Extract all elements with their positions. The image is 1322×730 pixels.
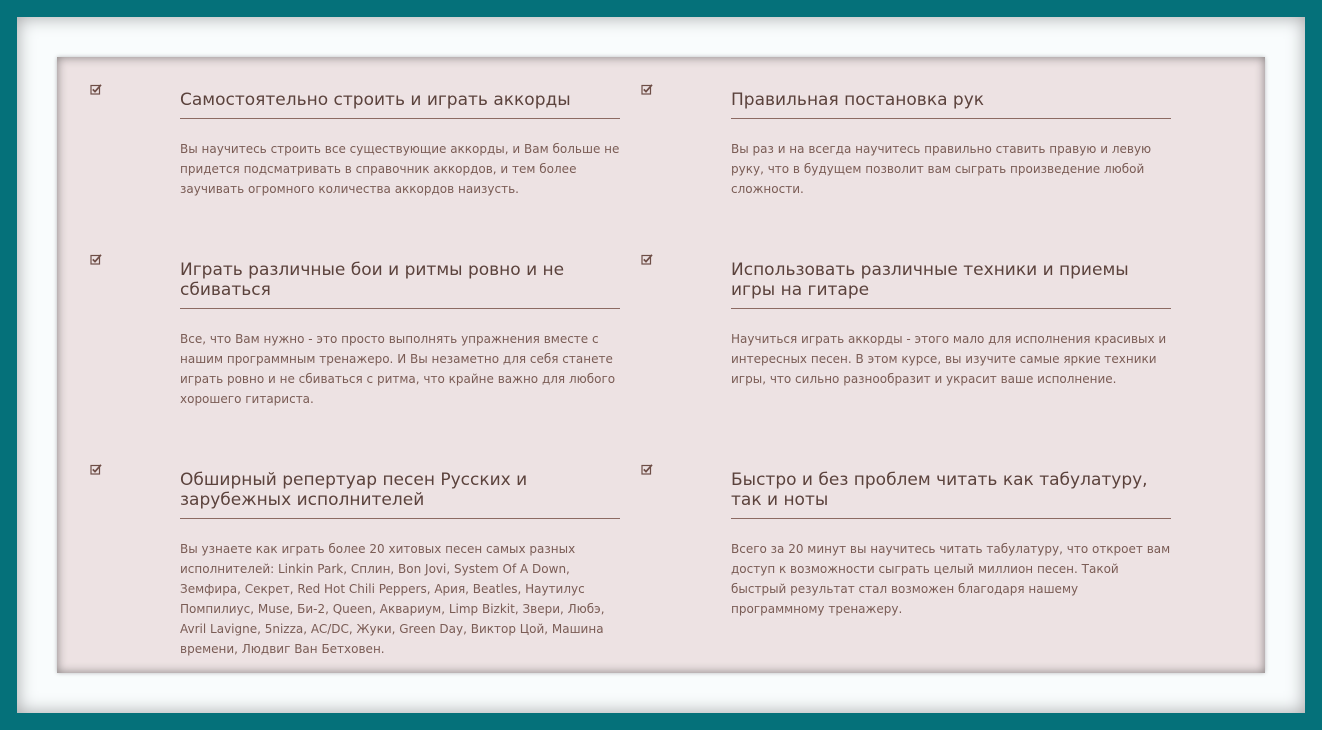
feature-title: Использовать различные техники и приемы игры на гитаре bbox=[731, 260, 1171, 309]
checkbox-checked-icon bbox=[641, 83, 653, 95]
feature-text: Вы научитесь строить все существующие аккорды, и Вам больше не придется подсматривать в справочник аккордов, и тем более заучивать огромного количества аккордов наизусть. bbox=[180, 142, 620, 196]
feature-item-rhythm bbox=[180, 260, 620, 409]
feature-title: Самостоятельно строить и играть аккорды bbox=[180, 90, 620, 119]
feature-text: Всего за 20 минут вы научитесь читать табулатуру, что откроет вам доступ к возможности сыграть целый миллион песен. Такой быстрый результат стал возможен благодаря нашему программному тренажеру. bbox=[731, 542, 1171, 616]
checkbox-checked-icon bbox=[641, 463, 653, 475]
feature-text: Все, что Вам нужно - это просто выполнять упражнения вместе с нашим программным тренажеро. И Вы незаметно для себя станете играть ровно и не сбиваться с ритма, что крайне важно для любого хорошего гитариста. bbox=[180, 332, 616, 406]
feature-text: Вы раз и на всегда научитесь правильно ставить правую и левую руку, что в будущем позволит вам сыграть произведение любой сложности. bbox=[731, 142, 1152, 196]
outer-frame bbox=[17, 17, 1305, 713]
feature-item-hands bbox=[731, 90, 1171, 199]
feature-item-techniques bbox=[731, 260, 1171, 389]
feature-title: Обширный репертуар песен Русских и зарубежных исполнителей bbox=[180, 470, 620, 519]
feature-title: Быстро и без проблем читать как табулатуру, так и ноты bbox=[731, 470, 1171, 519]
checkbox-checked-icon bbox=[641, 253, 653, 265]
feature-text: Научиться играть аккорды - этого мало для исполнения красивых и интересных песен. В этом курсе, вы изучите самые яркие техники игры, что сильно разнообразит и украсит ваше исполнение. bbox=[731, 332, 1167, 386]
features-panel bbox=[57, 57, 1265, 673]
checkbox-checked-icon bbox=[90, 253, 102, 265]
feature-item-repertoire bbox=[180, 470, 620, 659]
feature-title: Правильная постановка рук bbox=[731, 90, 1171, 119]
checkbox-checked-icon bbox=[90, 83, 102, 95]
feature-title: Играть различные бои и ритмы ровно и не сбиваться bbox=[180, 260, 620, 309]
checkbox-checked-icon bbox=[90, 463, 102, 475]
feature-item-chords bbox=[180, 90, 620, 199]
feature-text: Вы узнаете как играть более 20 хитовых песен самых разных исполнителей: Linkin Park, Сплин, Bon Jovi, System Of A Down, Земфира, Секрет, Red Hot Chili Peppers, Ария, Beatles, Наутилус Помпилиус, Muse, Би-2, Queen, Аквариум, Limp Bizkit, Звери, Любэ, Avril Lavigne, 5nizza, AC/DC, Жуки, Green Day, Виктор Цой, Машина времени, Людвиг Ван Бетховен. bbox=[180, 542, 605, 656]
feature-item-tabs bbox=[731, 470, 1171, 619]
